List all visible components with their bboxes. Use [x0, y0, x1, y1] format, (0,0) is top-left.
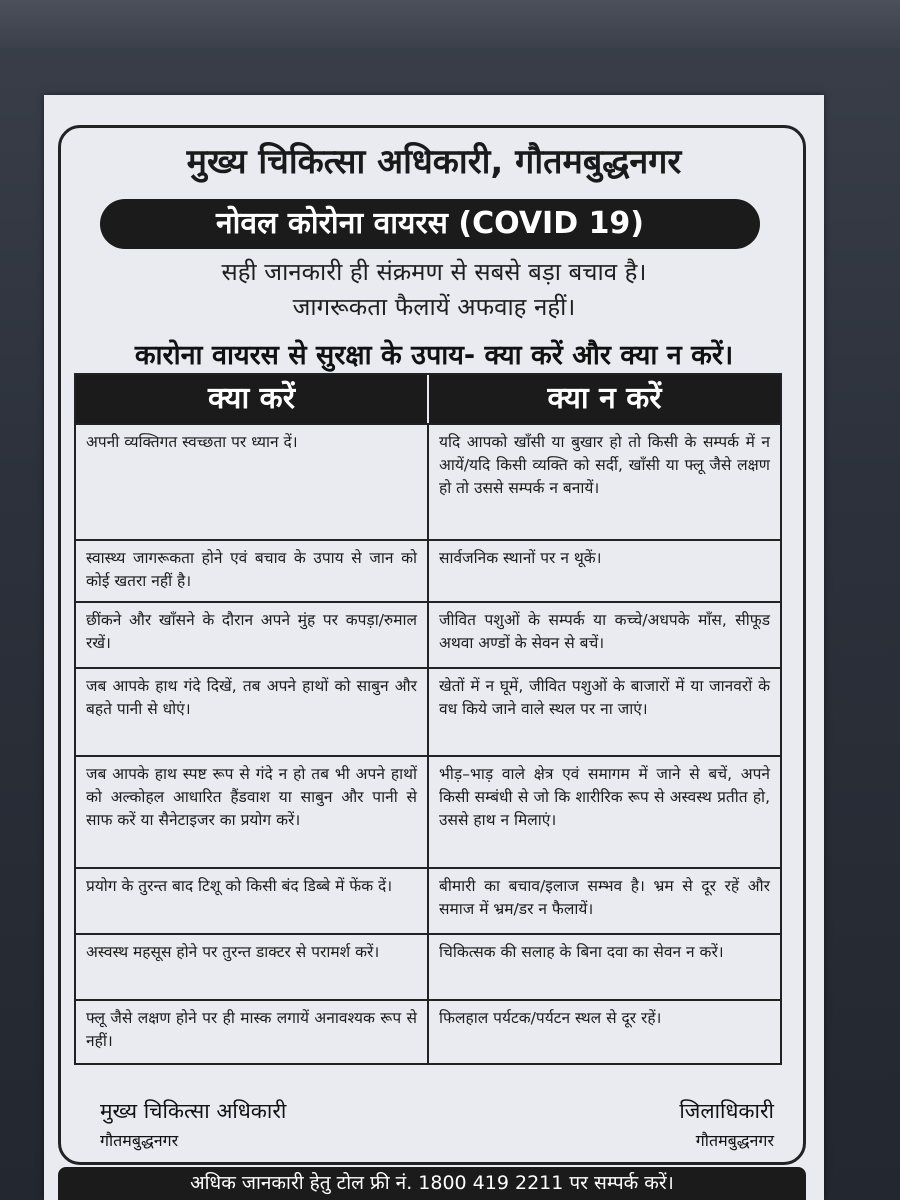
table-row: [76, 601, 780, 667]
dos-donts-table: [74, 373, 782, 1065]
slogan-line-2: जागरूकता फैलायें अफवाह नहीं।: [292, 293, 576, 321]
signature-dm-title: जिलाधिकारी: [679, 1099, 774, 1123]
background-wall-strip: [0, 0, 900, 48]
table-row: [76, 867, 780, 933]
do-cell: जब आपके हाथ गंदे दिखें, तब अपने हाथों को साबुन और बहते पानी से धोएं।: [86, 677, 417, 718]
helpline-footer: अधिक जानकारी हेतु टोल फ्री नं. 1800 419 2211 पर सम्पर्क करें।: [58, 1167, 806, 1200]
table-row: [76, 933, 780, 999]
dont-cell: बीमारी का बचाव/इलाज सम्भव है। भ्रम से दूर रहें और समाज में भ्रम/डर न फैलायें।: [427, 869, 780, 933]
dont-cell: फिलहाल पर्यटक/पर्यटन स्थल से दूर रहें।: [427, 1001, 780, 1063]
covid-poster: [44, 95, 824, 1200]
table-header: [76, 375, 780, 423]
signature-cmo-place: गौतमबुद्धनगर: [100, 1131, 179, 1150]
do-cell: अपनी व्यक्तिगत स्वच्छता पर ध्यान दें।: [86, 433, 298, 451]
signature-cmo-title: मुख्य चिकित्सा अधिकारी: [100, 1099, 287, 1123]
dont-cell: भीड़–भाड़ वाले क्षेत्र एवं समागम में जाने से बचें, अपने किसी सम्बंधी से जो कि शारीरिक रूप से अस्वस्थ प्रतीत हो, उससे हाथ न मिलाएं।: [427, 757, 780, 867]
table-row: [76, 999, 780, 1063]
table-row: [76, 539, 780, 601]
table-row: [76, 423, 780, 539]
dont-cell: खेतों में न घूमें, जीवित पशुओं के बाजारों में या जानवरों के वध किये जाने वाले स्थल पर ना जाएं।: [427, 669, 780, 755]
dont-cell: चिकित्सक की सलाह के बिना दवा का सेवन न करें।: [427, 935, 780, 999]
signature-dm-place: गौतमबुद्धनगर: [695, 1131, 774, 1150]
dont-cell: सार्वजनिक स्थानों पर न थूकें।: [427, 541, 780, 601]
table-row: [76, 755, 780, 867]
covid-banner: नोवल कोरोना वायरस (COVID 19): [100, 199, 760, 249]
do-cell: अस्वस्थ महसूस होने पर तुरन्त डाक्टर से परामर्श करें।: [86, 943, 380, 961]
column-header-dont: क्या न करें: [427, 375, 780, 423]
dont-cell: यदि आपको खाँसी या बुखार हो तो किसी के सम्पर्क में न आयें/यदि किसी व्यक्ति को सर्दी, खाँसी या फ्लू जैसे लक्षण हो तो उससे सम्पर्क न बनायें।: [427, 425, 780, 539]
table-row: [76, 667, 780, 755]
signature-cmo: [100, 1097, 286, 1151]
dont-cell: जीवित पशुओं के सम्पर्क या कच्चे/अधपके माँस, सीफूड अथवा अण्डों के सेवन से बचें।: [427, 603, 780, 667]
do-cell: जब आपके हाथ स्पष्ट रूप से गंदे न हो तब भी अपने हाथों को अल्कोहल आधारित हैंडवाश या साबुन और पानी से साफ करें या सैनेटाइजर का प्रयोग करें।: [86, 765, 417, 829]
column-header-do: क्या करें: [208, 381, 295, 416]
slogan-line-1: सही जानकारी ही संक्रमण से सबसे बड़ा बचाव है।: [221, 258, 647, 286]
signature-dm: [679, 1097, 774, 1151]
do-cell: छींकने और खाँसने के दौरान अपने मुंह पर कपड़ा/रुमाल रखें।: [86, 611, 417, 652]
do-cell: फ्लू जैसे लक्षण होने पर ही मास्क लगायें अनावश्यक रूप से नहीं।: [86, 1009, 417, 1050]
office-title: मुख्य चिकित्सा अधिकारी, गौतमबुद्धनगर: [186, 142, 682, 182]
do-cell: प्रयोग के तुरन्त बाद टिशू को किसी बंद डिब्बे में फेंक दें।: [86, 877, 393, 895]
do-cell: स्वास्थ्य जागरूकता होने एवं बचाव के उपाय से जान को कोई खतरा नहीं है।: [86, 549, 417, 590]
dos-donts-heading: कारोना वायरस से सुरक्षा के उपाय- क्या करें और क्या न करें।: [134, 340, 734, 371]
